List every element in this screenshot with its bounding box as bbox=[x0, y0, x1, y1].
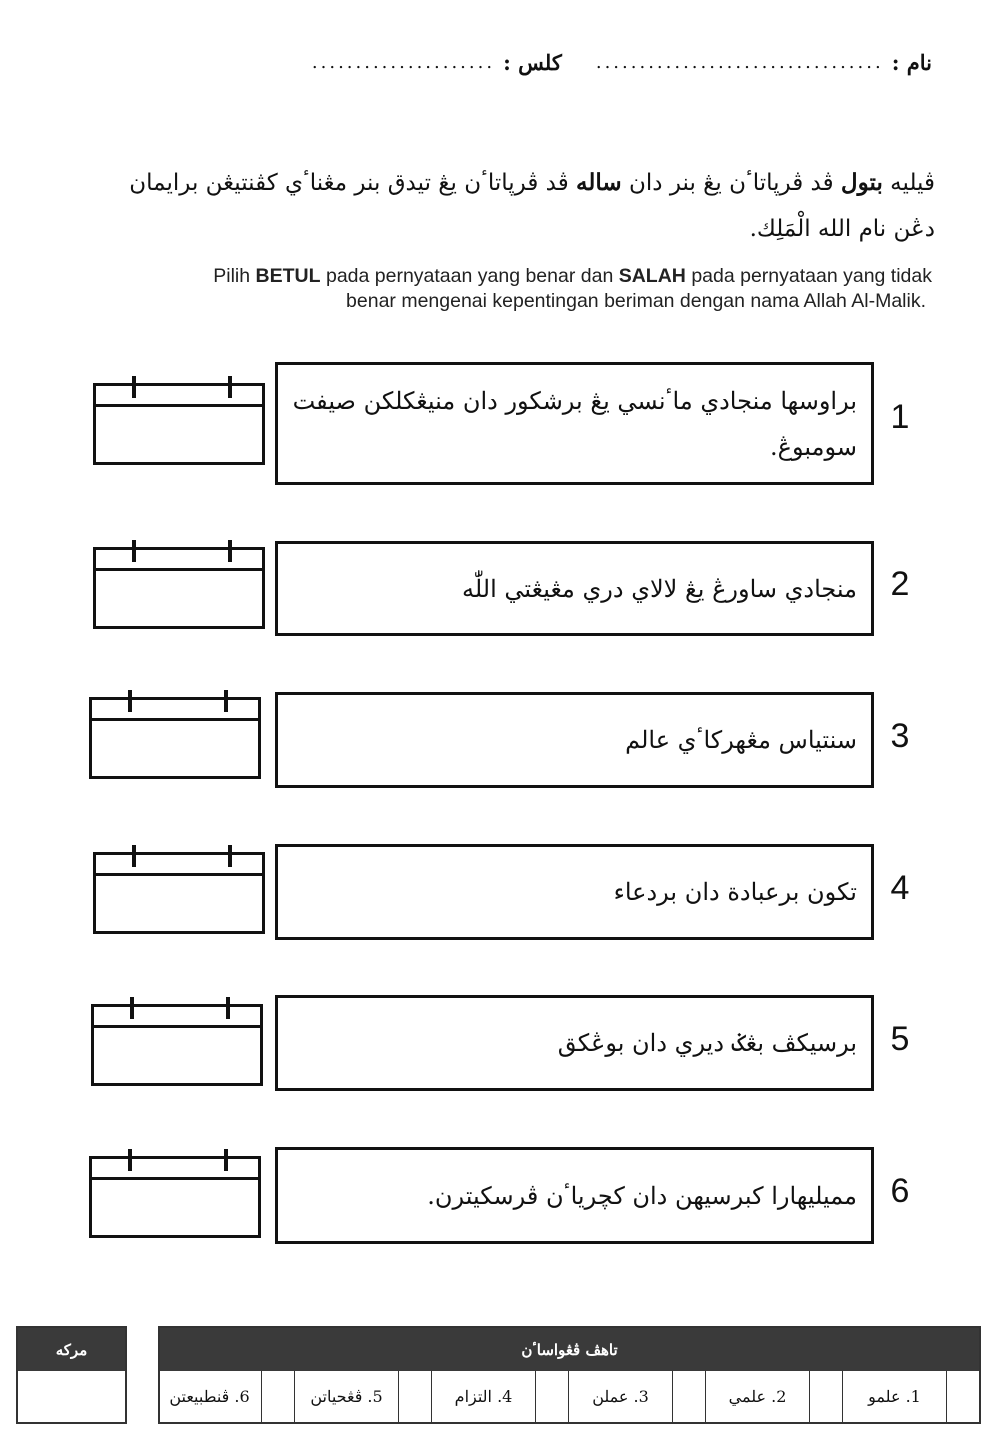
level-checkbox[interactable] bbox=[535, 1371, 568, 1422]
class-label: كلس : bbox=[503, 49, 562, 75]
marks-cell[interactable] bbox=[18, 1371, 125, 1422]
statement-box-2 bbox=[275, 541, 874, 636]
level-checkbox[interactable] bbox=[261, 1371, 294, 1422]
statement-text: براوسها منجادي ماٴنسي يڠ برشكور دان منيڠكلكن صيفت سومبوڠ. bbox=[292, 386, 857, 461]
marks-table bbox=[16, 1326, 127, 1424]
calendar-ring-icon bbox=[224, 1149, 228, 1171]
statement-box-5 bbox=[275, 995, 874, 1091]
statement-text: برسيكڤ بڠݢ ديري دان بوڠكق bbox=[557, 1029, 857, 1057]
salah-keyword: ساله bbox=[576, 169, 622, 196]
statement-number: 5 bbox=[890, 1020, 910, 1058]
level-3: 3. عملن bbox=[568, 1371, 705, 1422]
levels-title: تاهڤ ڤڠواساٴن bbox=[160, 1328, 979, 1371]
level-1: 1. علمو bbox=[842, 1371, 979, 1422]
betul-keyword: بتول bbox=[840, 169, 883, 196]
calendar-ring-icon bbox=[226, 997, 230, 1019]
marks-title: مركه bbox=[18, 1328, 125, 1371]
calendar-ring-icon bbox=[130, 997, 134, 1019]
calendar-ring-icon bbox=[132, 540, 136, 562]
answer-box-5[interactable] bbox=[91, 1004, 263, 1086]
calendar-ring-icon bbox=[132, 376, 136, 398]
answer-box-2[interactable] bbox=[93, 547, 265, 629]
level-checkbox[interactable] bbox=[672, 1371, 705, 1422]
calendar-ring-icon bbox=[228, 540, 232, 562]
calendar-ring-icon bbox=[224, 690, 228, 712]
calendar-ring-icon bbox=[228, 376, 232, 398]
level-2: 2. علمي bbox=[705, 1371, 842, 1422]
rumi-instruction: Pilih BETUL pada pernyataan yang benar dan SALAH pada pernyataan yang tidak benar mengenai kepentingan beriman dengan nama Allah Al-Malik. bbox=[213, 265, 932, 312]
statement-box-4 bbox=[275, 844, 874, 940]
statement-number: 6 bbox=[890, 1172, 910, 1210]
calendar-ring-icon bbox=[128, 690, 132, 712]
statement-text: مميليهارا كبرسيهن دان كچرياٴن ڤرسكيترن. bbox=[427, 1181, 857, 1210]
answer-box-6[interactable] bbox=[89, 1156, 261, 1238]
statement-number: 1 bbox=[890, 398, 910, 436]
statement-box-6 bbox=[275, 1147, 874, 1244]
calendar-ring-icon bbox=[132, 845, 136, 867]
name-field[interactable]: ................................. bbox=[595, 51, 884, 73]
statement-number: 4 bbox=[890, 869, 910, 907]
statement-number: 3 bbox=[890, 717, 910, 755]
level-4: 4. التزام bbox=[431, 1371, 568, 1422]
answer-box-4[interactable] bbox=[93, 852, 265, 934]
class-field[interactable]: ..................... bbox=[311, 51, 496, 73]
jawi-instruction: ڤيليه بتول ڤد ڤرڽاتاٴن يڠ بنر دان ساله ڤد ڤرڽاتاٴن يڠ تيدق بنر مڠناٴي كڤنتيڠن برايمان دڠن نام الله الْمَلِك. bbox=[129, 169, 935, 242]
statement-box-1 bbox=[275, 362, 874, 485]
level-5: 5. ڤڠحياتن bbox=[294, 1371, 431, 1422]
name-label: نام : bbox=[891, 49, 932, 75]
calendar-ring-icon bbox=[128, 1149, 132, 1171]
level-checkbox[interactable] bbox=[946, 1371, 979, 1422]
statement-text: سنتياس مڠهركاٴي عالم bbox=[625, 726, 857, 754]
calendar-ring-icon bbox=[228, 845, 232, 867]
statement-number: 2 bbox=[890, 565, 910, 603]
statement-box-3 bbox=[275, 692, 874, 788]
level-checkbox[interactable] bbox=[809, 1371, 842, 1422]
mastery-levels-table bbox=[158, 1326, 981, 1424]
level-6: 6. ڤنطبيعتن bbox=[158, 1371, 294, 1422]
statement-text: تكون برعبادة دان بردعاء bbox=[613, 878, 857, 906]
statement-text: منجادي ساورڠ يڠ لالاي دري مڠيڠتي اللّٰه bbox=[461, 574, 857, 603]
student-info-header bbox=[102, 42, 932, 82]
answer-box-1[interactable] bbox=[93, 383, 265, 465]
answer-box-3[interactable] bbox=[89, 697, 261, 779]
level-checkbox[interactable] bbox=[398, 1371, 431, 1422]
